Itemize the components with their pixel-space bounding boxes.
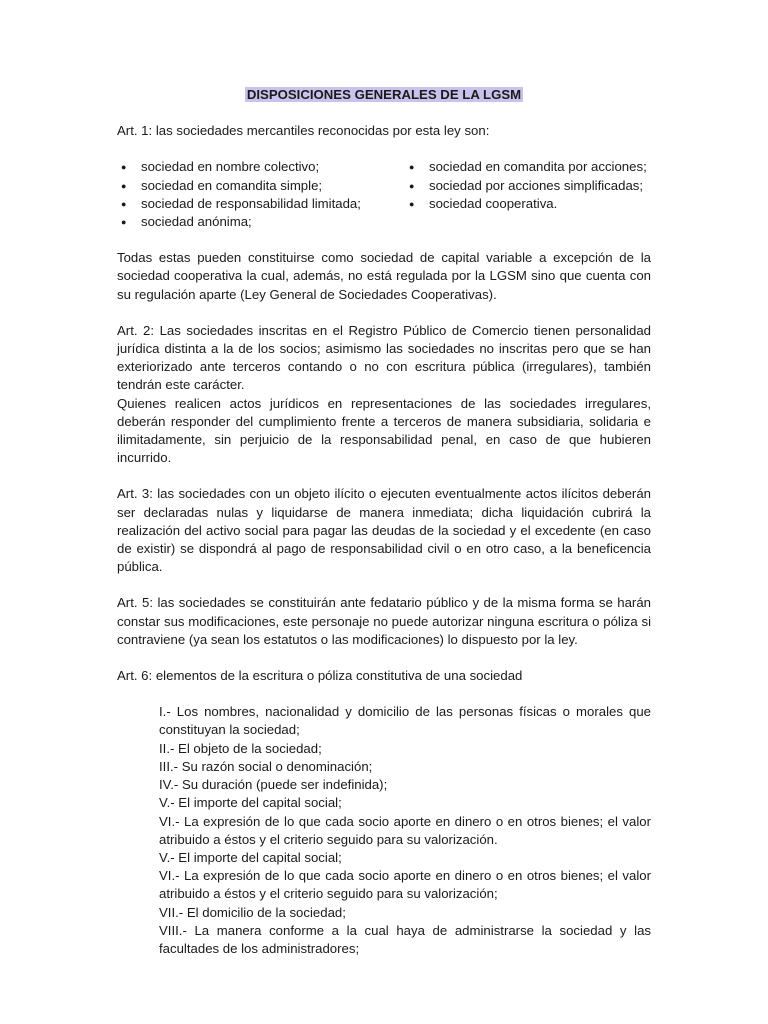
- list-item: II.- El objeto de la sociedad;: [159, 740, 322, 756]
- art6-elements-list: [159, 703, 651, 958]
- art1-intro: Art. 1: las sociedades mercantiles reconocidas por esta ley son:: [117, 123, 490, 139]
- list-item: VII.- El domicilio de la sociedad;: [159, 904, 346, 920]
- capital-variable-paragraph: Todas estas pueden constituirse como sociedad de capital variable a excepción de la sociedad cooperativa la cual, además, no está regulada por la LGSM sino que cuenta con su regulación aparte (Ley General de Sociedades Cooperativas).: [117, 250, 651, 302]
- list-item: V.- El importe del capital social;: [159, 849, 342, 865]
- art6-intro: Art. 6: elementos de la escritura o póliza constitutiva de una sociedad: [117, 668, 523, 684]
- list-item: III.- Su razón social o denominación;: [159, 758, 373, 774]
- list-item: VIII.- La manera conforme a la cual haya de administrarse la sociedad y las facultades de los administradores;: [159, 922, 651, 956]
- company-types-left-column: [117, 158, 363, 231]
- art2-paragraph: Art. 2: Las sociedades inscritas en el Registro Público de Comercio tienen personalidad jurídica distinta a la de los socios; asimismo las sociedades no inscritas pero que se han exteriorizado ante terceros contando o no con escritura pública (irregulares), también tendrán este carácter.: [117, 322, 651, 393]
- list-item: V.- El importe del capital social;: [159, 795, 342, 811]
- document-title: DISPOSICIONES GENERALES DE LA LGSM: [246, 87, 522, 102]
- company-types-list: [117, 158, 651, 231]
- title-wrap: [117, 86, 651, 104]
- list-item: VI.- La expresión de lo que cada socio aporte en dinero o en otros bienes; el valor atribuido a éstos y el criterio seguido para su valorización.: [159, 813, 651, 847]
- list-item: ● sociedad anónima;: [117, 213, 363, 231]
- art2-continuation: Quienes realicen actos jurídicos en representaciones de las sociedades irregulares, deberán responder del cumplimiento frente a terceros de manera subsidiaria, solidaria e ilimitadamente, sin perjuicio de la responsabilidad penal, en caso de que hubieren incurrido.: [117, 395, 651, 466]
- list-item: ● sociedad en comandita por acciones;: [405, 158, 651, 176]
- list-item: ● sociedad de responsabilidad limitada;: [117, 195, 363, 213]
- list-item: VI.- La expresión de lo que cada socio aporte en dinero o en otros bienes; el valor atribuido a éstos y el criterio seguido para su valorización;: [159, 868, 651, 902]
- list-item: IV.- Su duración (puede ser indefinida);: [159, 777, 388, 793]
- art3-paragraph: Art. 3: las sociedades con un objeto ilícito o ejecuten eventualmente actos ilícitos deberán ser declaradas nulas y liquidarse de manera inmediata; dicha liquidación cubrirá la realización del activo social para pagar las deudas de la sociedad y el excedente (en caso de existir) se dispondrá al pago de responsabilidad civil o en otro caso, a la beneficencia pública.: [117, 486, 651, 575]
- list-item: ● sociedad en nombre colectivo;: [117, 158, 363, 176]
- art5-paragraph: Art. 5: las sociedades se constituirán ante fedatario público y de la misma forma se harán constar sus modificaciones, este personaje no puede autorizar ninguna escritura o póliza si contraviene (ya sean los estatutos o las modificaciones) lo dispuesto por la ley.: [117, 595, 651, 647]
- company-types-right-column: [405, 158, 651, 231]
- list-item: ● sociedad en comandita simple;: [117, 177, 363, 195]
- list-item: ● sociedad cooperativa.: [405, 195, 651, 213]
- list-item: ● sociedad por acciones simplificadas;: [405, 177, 651, 195]
- list-item: I.- Los nombres, nacionalidad y domicilio de las personas físicas o morales que constituyan la sociedad;: [159, 704, 651, 738]
